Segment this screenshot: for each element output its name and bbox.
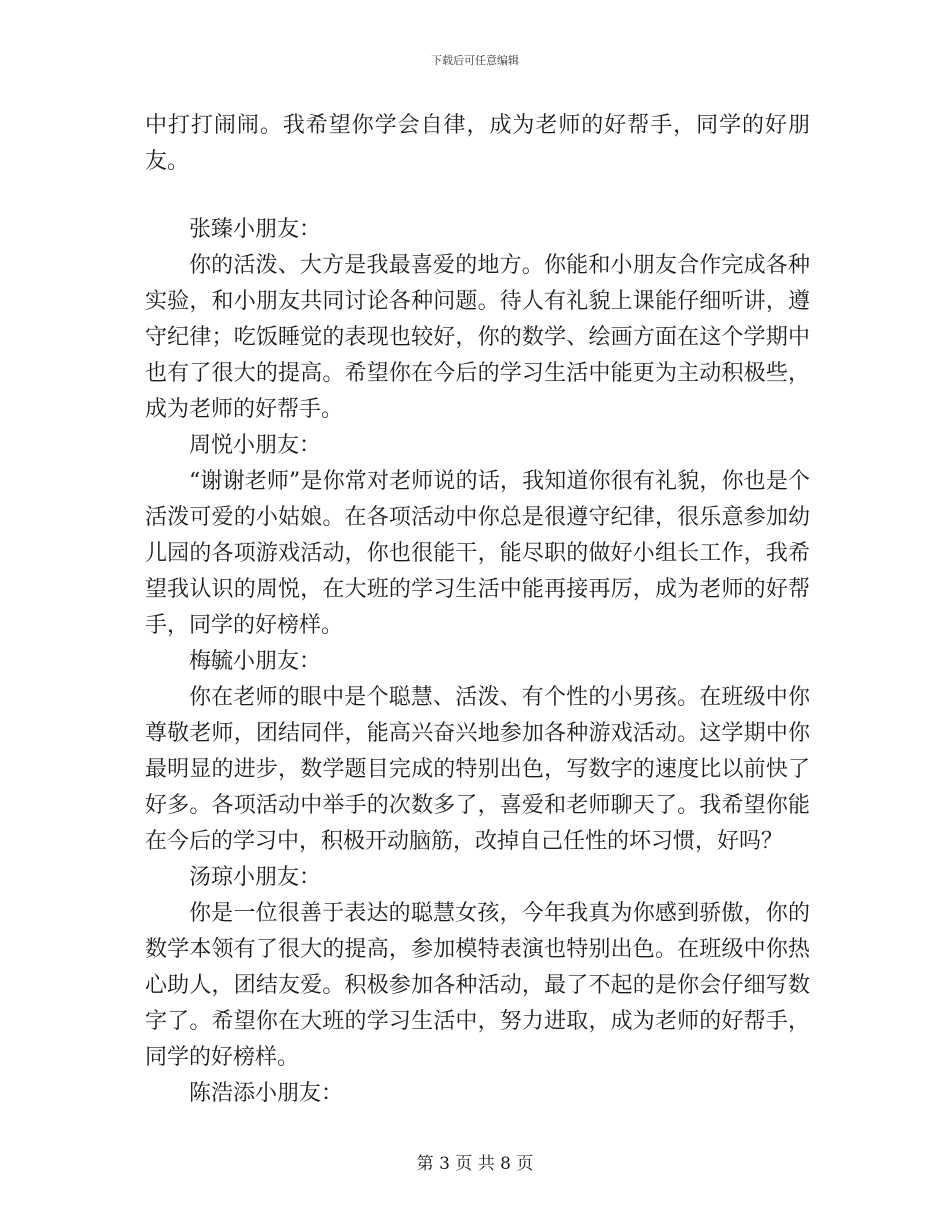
paragraph: 中打打闹闹。我希望你学会自律，成为老师的好帮手，同学的好朋友。 [145, 113, 810, 174]
salutation-mei-yu: 梅毓小朋友： [189, 649, 322, 674]
salutation-zhou-yue: 周悦小朋友： [189, 433, 322, 458]
salutation-tang-qiong: 汤琼小朋友： [189, 865, 322, 890]
paragraph: 你在老师的眼中是个聪慧、活泼、有个性的小男孩。在班级中你尊敬老师，团结同伴，能高兴奋兴地参加各种游戏活动。这学期中你最明显的进步，数学题目完成的特别出色，写数字的速度比以前快了好多。各项活动中举手的次数多了，喜爱和老师聊天了。我希望你能在今后的学习中，积极开动脑筋，改掉自己任性的坏习惯，好吗？ [145, 685, 810, 854]
salutation-chen-haotian: 陈浩添小朋友： [189, 1081, 344, 1106]
document-body [145, 108, 810, 1112]
salutation-zhang-zhen: 张臻小朋友： [189, 217, 322, 242]
paragraph: 你是一位很善于表达的聪慧女孩，今年我真为你感到骄傲，你的数学本领有了很大的提高，参加模特表演也特别出色。在班级中你热心助人，团结友爱。积极参加各种活动，最了不起的是你会仔细写数字了。希望你在大班的学习生活中，努力进取，成为老师的好帮手，同学的好榜样。 [145, 901, 810, 1070]
paragraph: “谢谢老师”是你常对老师说的话，我知道你很有礼貌，你也是个活泼可爱的小姑娘。在各项活动中你总是很遵守纪律，很乐意参加幼儿园的各项游戏活动，你也很能干，能尽职的做好小组长工作，我希望我认识的周悦，在大班的学习生活中能再接再厉，成为老师的好帮手，同学的好榜样。 [145, 469, 810, 638]
paragraph-gap [145, 180, 810, 212]
page-footer: 第 3 页 共 8 页 [416, 1154, 534, 1174]
paragraph: 你的活泼、大方是我最喜爱的地方。你能和小朋友合作完成各种实验，和小朋友共同讨论各种问题。待人有礼貌上课能仔细听讲，遵守纪律；吃饭睡觉的表现也较好，你的数学、绘画方面在这个学期中也有了很大的提高。希望你在今后的学习生活中能更为主动积极些，成为老师的好帮手。 [145, 253, 810, 422]
page-header: 下载后可任意编辑 [431, 54, 519, 67]
